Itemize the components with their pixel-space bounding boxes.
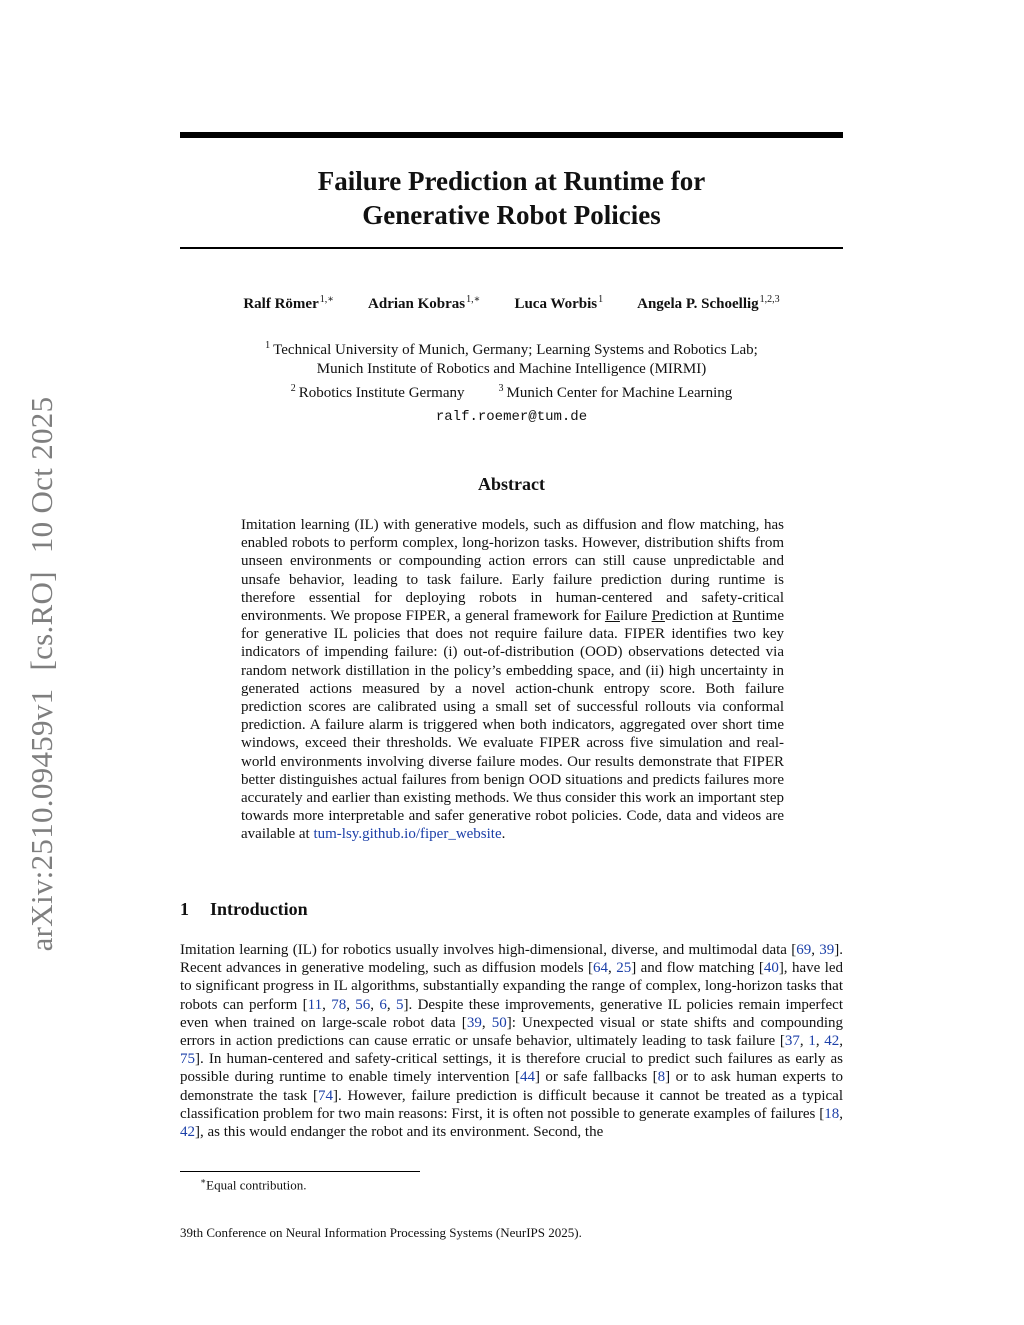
affil-sup: 2	[290, 383, 296, 394]
citation-link[interactable]: 78	[331, 996, 347, 1013]
citation-link[interactable]: 56	[355, 996, 371, 1013]
intro-part: Imitation learning (IL) for robotics usually involves high-dimensional, diverse, and multimodal data [	[180, 942, 797, 958]
citation-link[interactable]: 74	[317, 1087, 333, 1104]
citation-link[interactable]: 42	[824, 1033, 840, 1050]
abstract-part: untime for generative IL policies that does not require failure data. FIPER identifies two key indicators of impending failure: (i) out-of-distribution (OOD) observations detected via random network distillation in the policy’s embedding space, and (ii) high uncertainty in generated actions measured by a novel action-chunk entropy score. Both failure prediction scores are calibrated using a small set of successful rollouts via conformal prediction. A failure alarm is triggered when both indicators, aggregated over short time windows, exceed their thresholds. We evaluate FIPER across five simulation and real-world environments involving diverse failure modes. Our results demonstrate that FIPER better distinguishes actual failures from benign OOD situations and predicts failures more accurately and earlier than existing methods. We thus consider this work an important step towards more interpretable and safer generative robot policies. Code, data and videos are available at	[241, 608, 784, 843]
affiliation-1-cont: Munich Institute of Robotics and Machine Intelligence (MIRMI)	[316, 361, 707, 377]
conference-note: 39th Conference on Neural Information Processing Systems (NeurIPS 2025).	[180, 1225, 582, 1240]
author-name: Angela P. Schoellig	[637, 296, 759, 312]
title-line-1: Failure Prediction at Runtime for	[317, 166, 706, 196]
introduction-text: Imitation learning (IL) for robotics usually involves high-dimensional, diverse, and multimodal data [69, 39]. Recent advances in generative modeling, such as diffusion models [64, 25] and flow matching [40], have led to significant progress in IL algorithms, substantially expanding the range of complex, long-horizon tasks that robots can perform [11, 78, 56, 6, 5]. Despite these improvements, generative IL policies remain imperfect even when trained on large-scale robot data [39, 50]: Unexpected visual or state shifts and compounding errors in action predictions can cause erratic or unsafe behavior, ultimately leading to task failure [37, 1, 42, 75]. In human-centered and safety-critical settings, it is therefore crucial to predict such failures as early as possible during runtime to enable timely intervention [44] or safe fallbacks [8] or to ask human experts to demonstrate the task [74]. However, failure prediction is difficult because it cannot be treated as a typical classification problem for two main reasons: First, it is often not possible to generate examples of failures [18, 42], as this would endanger the robot and its environment. Second, the	[180, 942, 844, 1141]
footnote-rule	[180, 1171, 420, 1172]
citation-link[interactable]: 42	[180, 1124, 195, 1141]
section-title: Introduction	[210, 899, 308, 919]
abstract-acronym-letters: R	[732, 608, 743, 625]
citation-link[interactable]: 5	[395, 996, 404, 1013]
title-bottom-rule	[180, 247, 843, 249]
author-affil-sup: 1,∗	[466, 294, 481, 305]
citation-link[interactable]: 44	[519, 1069, 535, 1086]
citation-link[interactable]: 8	[657, 1069, 666, 1086]
affil-text: Robotics Institute Germany	[298, 385, 465, 401]
arxiv-id: arXiv:2510.09459v1	[24, 688, 59, 952]
abstract-part: ilure	[619, 608, 652, 625]
arxiv-date: 10 Oct 2025	[24, 396, 59, 554]
author-affil-sup: 1,∗	[319, 294, 335, 305]
author	[368, 294, 480, 313]
intro-part: ]: Unexpected visual or state shifts and compounding errors in action predictions can cause erratic or unsafe behavior, ultimately leading to task failure [	[180, 1014, 844, 1050]
affiliation-1	[180, 336, 843, 360]
intro-part: ] and flow matching [	[631, 960, 764, 977]
author	[637, 294, 780, 313]
citation-link[interactable]: 37	[784, 1033, 800, 1050]
author-affil-sup: 1	[598, 294, 604, 305]
section-heading-introduction	[180, 899, 308, 920]
section-number: 1	[180, 899, 189, 919]
intro-part: ]. Despite these improvements, generative IL policies remain imperfect even when trained on large-scale robot data [	[180, 996, 843, 1031]
abstract-text	[241, 516, 784, 844]
intro-part: ]. In human-centered and safety-critical settings, it is therefore crucial to predict such failures as early as possible during runtime to enable timely intervention [	[180, 1051, 843, 1086]
affiliation-3	[499, 379, 733, 403]
author-name: Adrian Kobras	[368, 296, 466, 312]
abstract-part: .	[501, 826, 506, 843]
contact-email[interactable]: ralf.roemer@tum.de	[435, 409, 588, 425]
paper-title	[180, 164, 843, 232]
affiliation-2	[291, 379, 465, 403]
affil-sup: 3	[498, 383, 504, 394]
citation-link[interactable]: 40	[763, 960, 779, 977]
author-list	[180, 294, 843, 313]
author-affil-sup: 1,2,3	[759, 294, 780, 305]
citation-link[interactable]: 39	[819, 942, 835, 958]
citation-link[interactable]: 18	[824, 1105, 840, 1122]
citation-link[interactable]: 75	[180, 1051, 195, 1068]
author-name: Ralf Römer	[243, 296, 319, 312]
author	[514, 294, 603, 313]
affil-text: Technical University of Munich, Germany; Learning Systems and Robotics Lab;	[273, 342, 758, 358]
author	[243, 294, 334, 313]
intro-part: ], have led to significant progress in IL algorithms, substantially expanding the range of complex, long-horizon tasks that robots can perform [	[180, 960, 844, 1013]
arxiv-stamp	[24, 379, 60, 952]
citation-link[interactable]: 25	[616, 960, 632, 977]
footnote-mark: ∗	[200, 1176, 207, 1186]
intro-part: ] or to ask human experts to demonstrate the task [	[180, 1069, 843, 1104]
citation-link[interactable]: 1	[808, 1033, 816, 1050]
affiliations	[180, 336, 843, 403]
intro-part: ]. Recent advances in generative modeling, such as diffusion models [	[180, 942, 844, 977]
title-line-2: Generative Robot Policies	[362, 200, 661, 230]
intro-part: ] or safe fallbacks [	[534, 1069, 658, 1086]
affil-text: Munich Center for Machine Learning	[506, 385, 733, 401]
affil-sup: 1	[265, 340, 271, 351]
abstract-heading: Abstract	[478, 474, 545, 494]
citation-link[interactable]: 69	[796, 942, 812, 958]
affiliation-row	[180, 379, 843, 403]
abstract-part: Imitation learning (IL) with generative models, such as diffusion and flow matching, has enabled robots to perform complex, long-horizon tasks. However, distribution shifts from unseen environments or compounding action errors can still cause unpredictable and unsafe behavior, leading to task failure. Early failure prediction during runtime is therefore essential for deploying robots in human-centered and safety-critical environments. We propose FIPER, a general framework for	[241, 517, 784, 625]
citation-link[interactable]: 64	[593, 960, 609, 977]
project-website-link[interactable]: tum-lsy.github.io/fiper_website	[313, 826, 502, 843]
arxiv-category: [cs.RO]	[24, 571, 59, 671]
intro-part: ], as this would endanger the robot and its environment. Second, the	[195, 1124, 604, 1141]
abstract-acronym-letters: Pr	[651, 608, 665, 625]
author-name: Luca Worbis	[514, 296, 598, 312]
intro-part: ]. However, failure prediction is difficult because it cannot be treated as a typical classification problem for two main reasons: First, it is often not possible to generate examples of failures [	[180, 1087, 843, 1122]
footnote	[200, 1176, 307, 1193]
footnote-text: Equal contribution.	[206, 1177, 307, 1193]
title-top-rule	[180, 132, 843, 138]
abstract-acronym-letters: Fa	[604, 608, 620, 625]
citation-link[interactable]: 11	[307, 996, 323, 1013]
citation-link[interactable]: 6	[379, 996, 387, 1013]
citation-link[interactable]: 39	[466, 1014, 482, 1031]
abstract-part: ediction at	[664, 608, 733, 625]
citation-link[interactable]: 50	[491, 1014, 507, 1031]
